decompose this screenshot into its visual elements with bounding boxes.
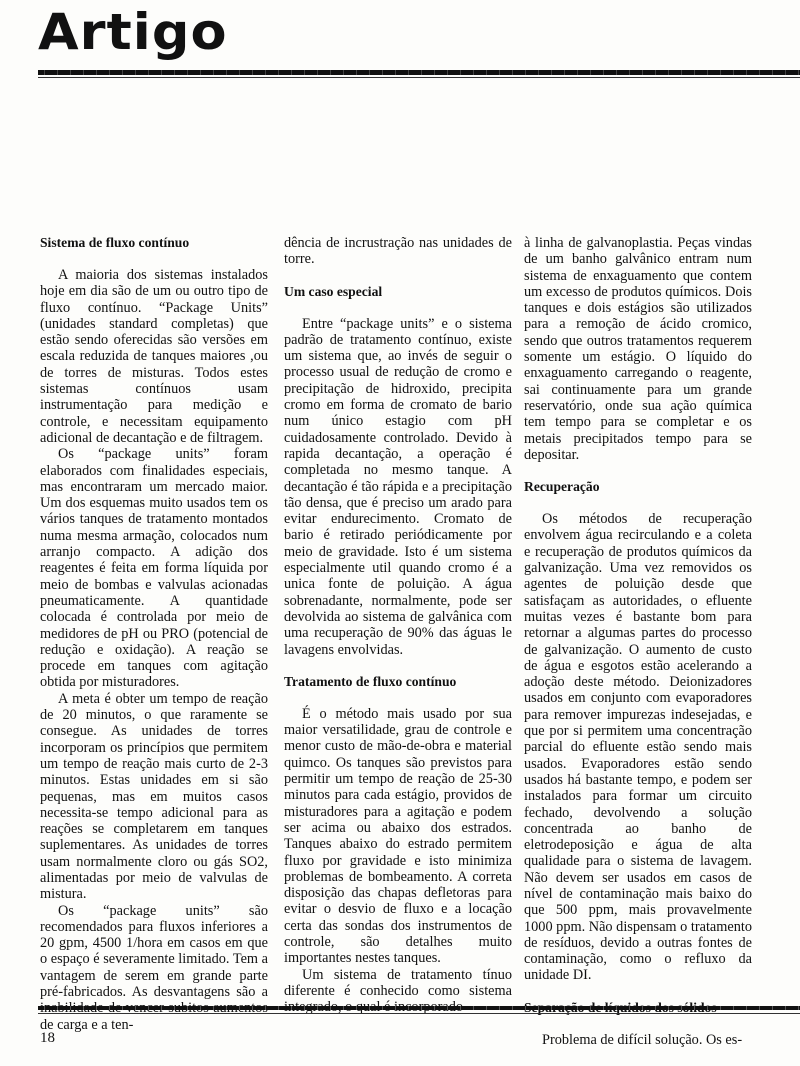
paragraph: Os “package units” foram elaborados com finalidades especiais, mas encontraram um mercado maior. Um dos esquemas muito usados tem os vários tanques de tratamento montados numa mesma armação, colocados num arranjo compacto. A adição dos reagentes é feita em forma líquida por meio de bombas e valvulas acionadas pneumaticamente. A quantidade colocada é controlada por meio de medidores de pH ou PRO (potencial de redução e oxidação). A reação se procede em tanques com agitação obtida por misturadores. [40,446,268,691]
paragraph: à linha de galvanoplastia. Peças vindas de um banho galvânico entram num sistema de enxaguamento que contem um excesso de produtos químicos. Dois tanques e dois estágios são utilizados para a remoção de ácido cromico, sendo que outros tratamentos requerem somente um estágio. O líquido do enxaguamento carregando o reagente, sai continuamente para um grande reservatório, onde sua ação química tem tempo para se completar e os metais precipitados tempo para se depositar. [524,235,752,463]
bottom-rule [38,1006,800,1010]
top-rule-thin [38,77,800,78]
section-heading: Sistema de fluxo contínuo [40,235,190,250]
paragraph: dência de incrustração nas unidades de torre. [284,235,512,268]
paragraph: Entre “package units” e o sistema padrão de tratamento contínuo, existe um sistema que, ao invés de seguir o processo usual de redução de cromo e precipitação de hidroxido, precipita cromo em forma de cromato de bario num único estagio com pH cuidadosamente controlado. Devido à rapida decantação, a operação é completada no mesmo tanque. A decantação é tão rápida e a precipitação tão densa, que é preciso um arado para evitar endurecimento. Cromato de bario é retirado periódicamente por meio de gravidade. Isto é um sistema especialmente util quando cromo é a unica fonte de poluição. A água sobrenadante, normalmente, pode ser devolvida ao sistema de galvânica com uma recuperação de 90% das águas le lavagens envolvidas. [284,315,512,658]
section-heading: Recuperação [524,479,600,495]
paragraph: Os métodos de recuperação envolvem água recirculando e a coleta e recuperação de produtos químicos da galvanização. Uma vez removidos os agentes de poluição desde que satisfaçam as autoridades, o efluente muitas vezes é bastante bom para retornar a algumas partes do processo de galvanização. O aumento de custo de água e esgotos estão acelerando a adoção deste método. Deionizadores usados em conjunto com evaporadores para remover impurezas indesejadas, e que por si permitem uma concentração parcial do efluente estão sendo mais usados. Evaporadores estão sendo usados há bastante tempo, e podem ser instalados para formar um circuito fechado, devolvendo a solução concentrada ao banho de eletrodeposição e água de alta qualidade para o sistema de lavagem. Não devem ser usados em casos de nível de contaminação mais baixo do que 500 ppm, mais provavelmente 1000 ppm. Não dispensam o tratamento de resíduos, devido a outras fontes de contaminação, como o refluxo da unidade DI. [524,511,752,984]
paragraph: Um sistema de tratamento tínuo diferente é conhecido como sistema [284,966,512,999]
paragraph: Problema de difícil solução. Os es- [542,1031,743,1048]
column-3 [524,235,752,1048]
page-number: 18 [40,1030,55,1046]
top-rule [38,70,800,75]
paragraph: A meta é obter um tempo de reação de 20 minutos, o que raramente se consegue. As unidades de torres incorporam os princípios que permitem um tempo de reação mais curto de 2-3 minutos. Estas unidades em si são pequenas, mas em muitos casos necessita-se tempo adicional para as reações se completarem em tanques suplementares. As unidades de torres usam normalmente cloro ou gás SO2, alimentadas por meio de valvulas de mistura. [40,690,268,903]
paragraph: Os “package units” são recomendados para fluxos inferiores a 20 gpm, 4500 1/hora em casos em que o espaço é severamente limitado. Tem a vantagem de serem em grande parte pré-fabricados. As desvantagens são a de carga e a ten- [40,902,268,1033]
column-1 [40,235,268,1033]
section-heading: Tratamento de fluxo contínuo [284,673,457,689]
column-2 [284,235,512,1015]
paragraph: A maioria dos sistemas instalados hoje em dia são de um ou outro tipo de fluxo contínuo. “Package Units” (unidades standard completas) que estão sendo oferecidas são versões em escala reduzida de tanques maiores ,ou de torres de misturas. Todos estes sistemas contínuos usam instrumentação para medição e controle, e necessitam equipamento adicional de decantação e de filtragem. [40,267,268,446]
paragraph: É o método mais usado por sua maior versatilidade, grau de controle e menor custo de mão-de-obra e material quimco. Os tanques são previstos para permitir um tempo de reação de 25-30 minutos para cada estágio, providos de misturadores para a agitação e podem ser acima ou abaixo dos estrados. Tanques abaixo do estrado permitem fluxo por gravidade e isto minimiza problemas de bombeamento. A correta disposição das chapas defletoras para evitar o desvio de fluxo e a locação certa das sondas dos instrumentos de controle, são detalhes muito importantes nestes tanques. [284,705,512,967]
bottom-rule-thin [38,1013,800,1014]
masthead-title: Artigo [38,3,228,61]
section-heading: Um caso especial [284,283,383,299]
